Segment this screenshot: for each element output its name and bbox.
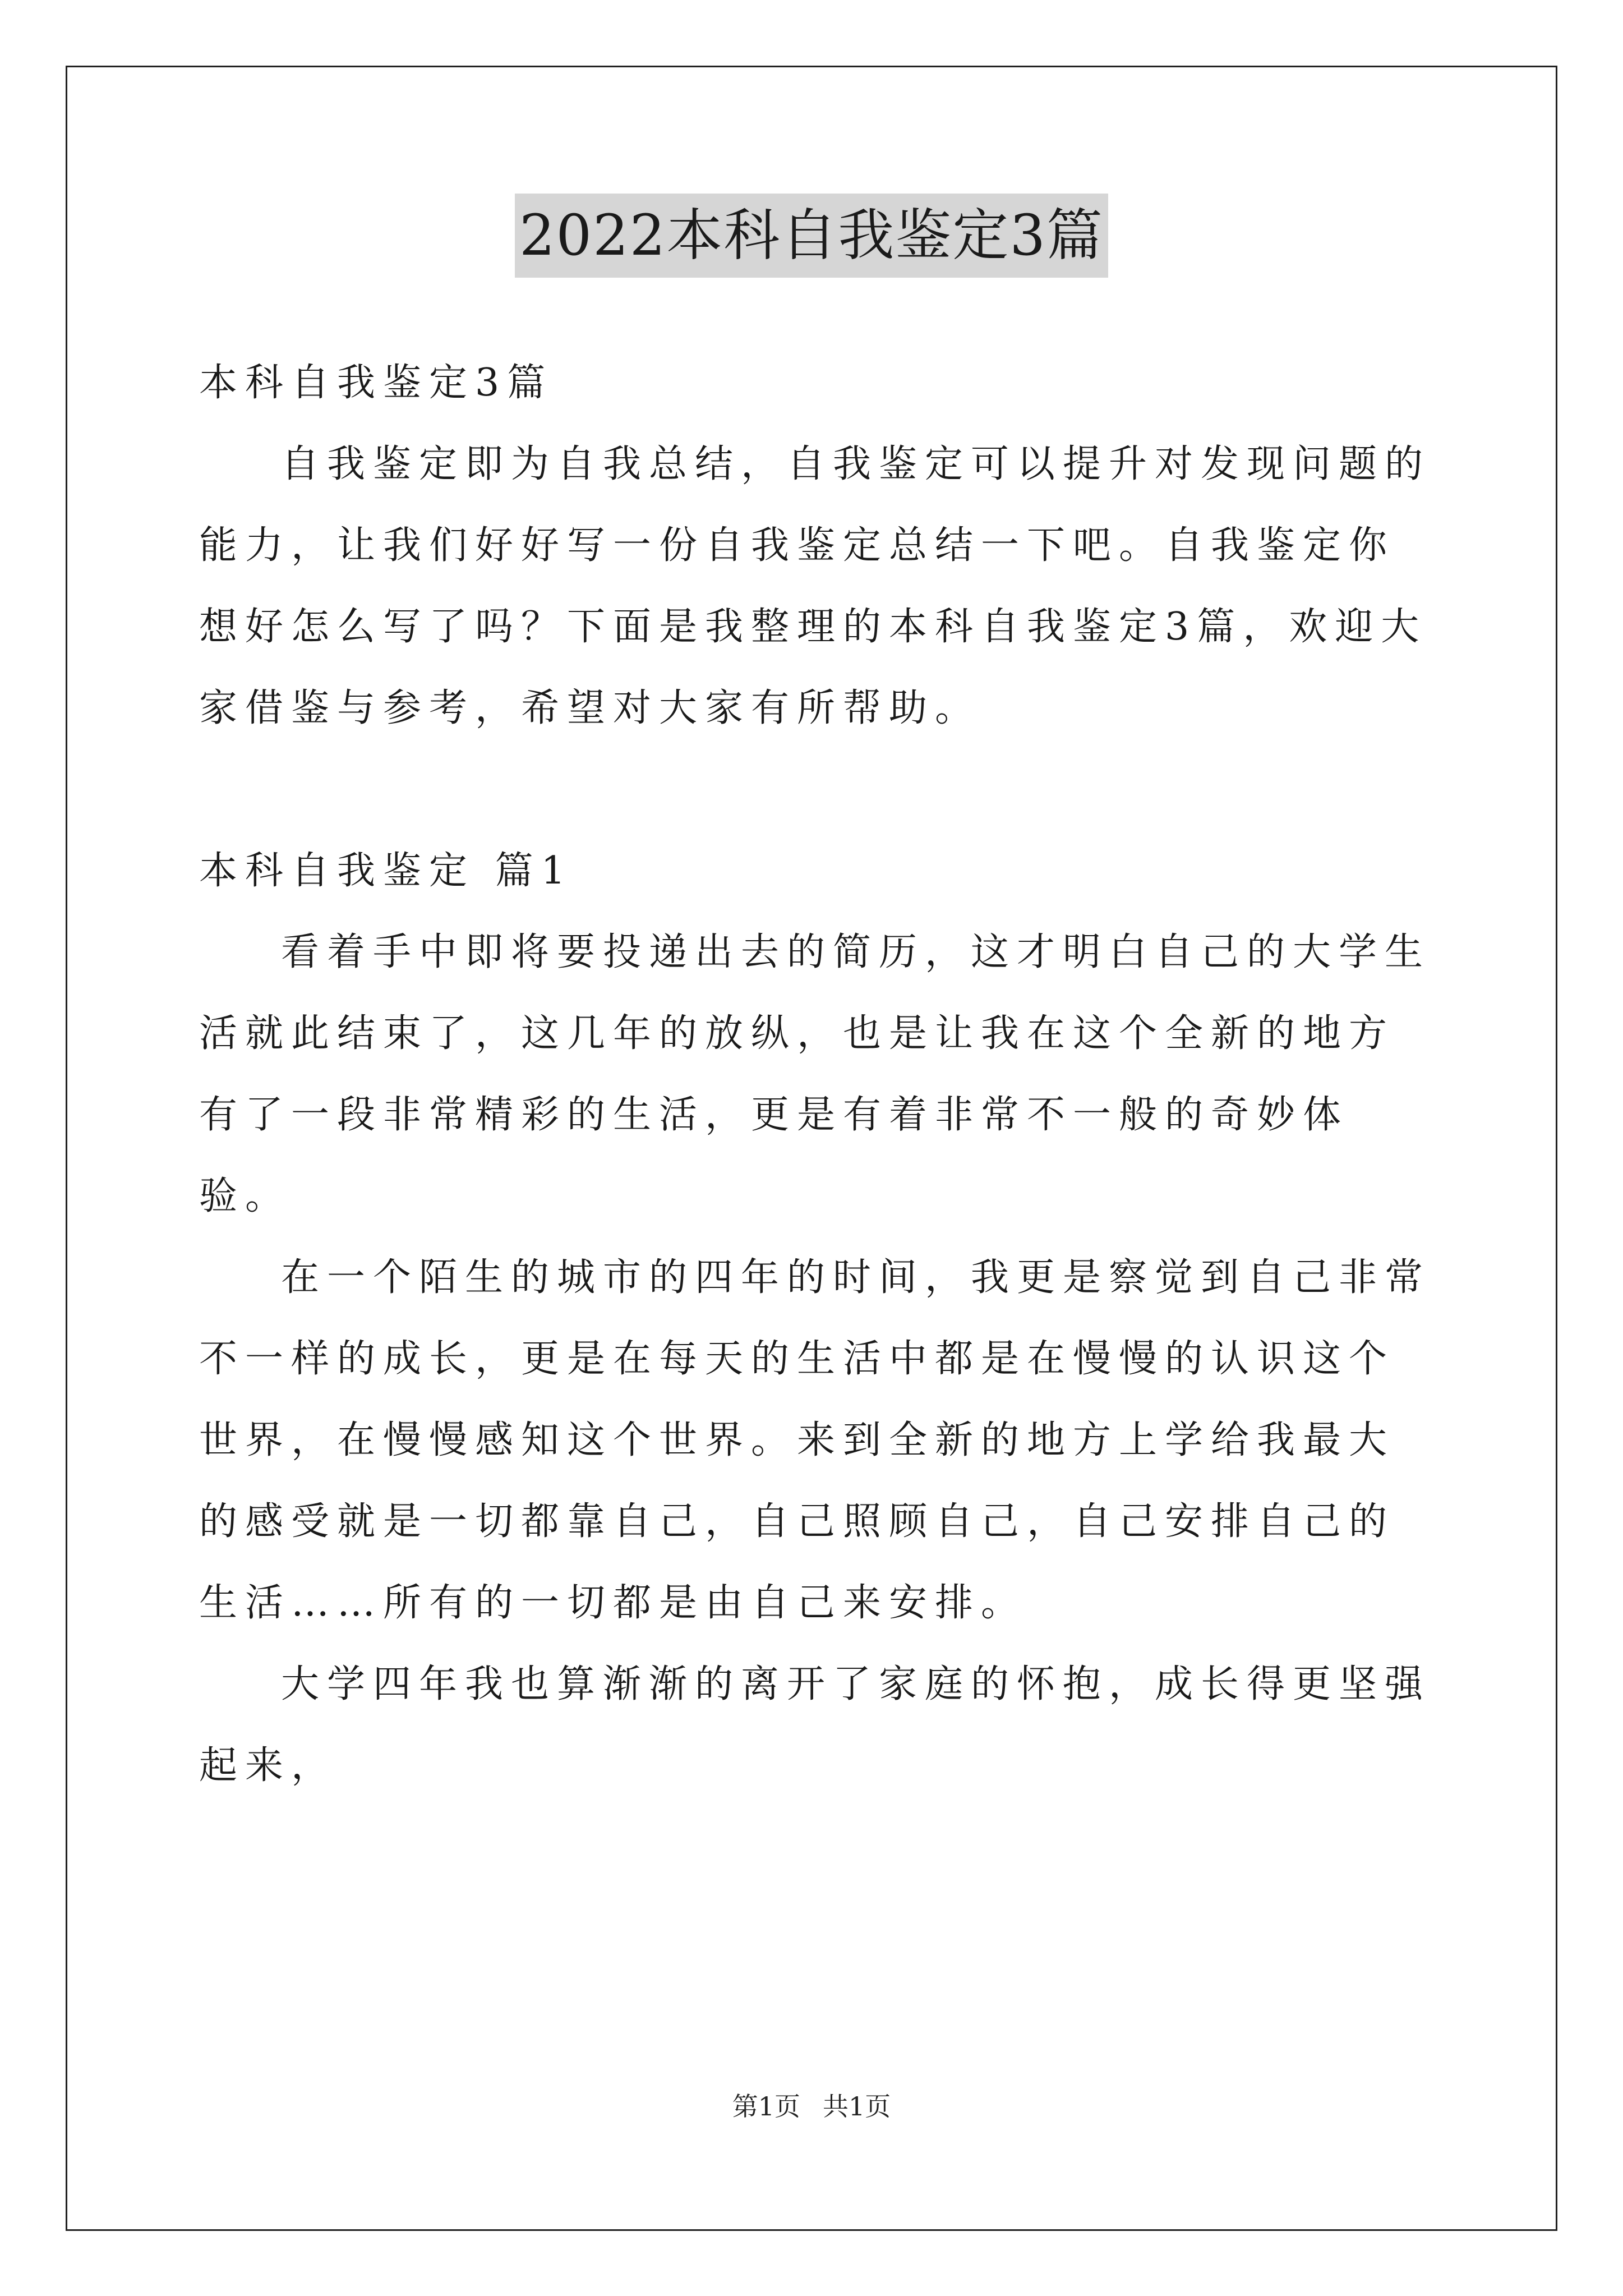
body-paragraph: 大学四年我也算渐渐的离开了家庭的怀抱，成长得更坚强起来， bbox=[199, 1662, 1431, 1788]
body-paragraph: 在一个陌生的城市的四年的时间，我更是察觉到自己非常不一样的成长，更是在每天的生活中都是在慢慢的认识这个世界，在慢慢感知这个世界。来到全新的地方上学给我最大的感受就是一切都靠自己，自己照顾自己，自己安排自己的生活……所有的一切都是由自己来安排。 bbox=[199, 1255, 1431, 1625]
document-body bbox=[199, 342, 1438, 1806]
section-heading: 本科自我鉴定 篇1 bbox=[199, 849, 573, 893]
document-title: 2022本科自我鉴定3篇 bbox=[515, 194, 1108, 278]
page-footer bbox=[0, 2090, 1623, 2123]
title-container bbox=[0, 194, 1623, 278]
document-subtitle: 本科自我鉴定3篇 bbox=[199, 361, 554, 405]
intro-paragraph: 自我鉴定即为自我总结，自我鉴定可以提升对发现问题的能力，让我们好好写一份自我鉴定总结一下吧。自我鉴定你想好怎么写了吗？下面是我整理的本科自我鉴定3篇，欢迎大家借鉴与参考，希望对大家有所帮助。 bbox=[199, 442, 1431, 730]
page-number-total: 共1页 bbox=[823, 2091, 891, 2122]
page-number-current: 第1页 bbox=[732, 2091, 800, 2122]
body-paragraph: 看着手中即将要投递出去的简历，这才明白自己的大学生活就此结束了，这几年的放纵，也是让我在这个全新的地方有了一段非常精彩的生活，更是有着非常不一般的奇妙体验。 bbox=[199, 930, 1431, 1218]
